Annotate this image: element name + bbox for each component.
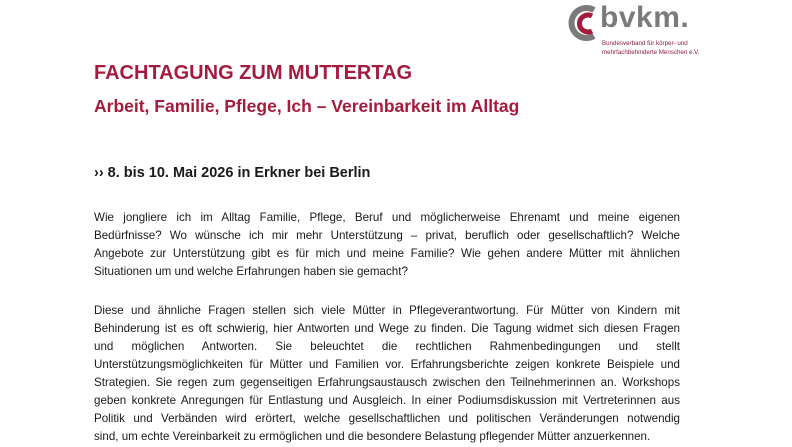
paragraph-line: Bedürfnisse? Wo wünsche ich mir mehr Unterstützung – privat, beruflich oder gesellschaftlich? Welche [94,229,680,242]
paragraph-line: Behinderung ist es oft schwierig, hier Antworten und Wege zu finden. Die Tagung widmet sich diesen Fragen [94,322,680,335]
paragraph-line: Situationen um und welche Erfahrungen haben sie gemacht? [94,265,408,278]
paragraph-line: sind, um echte Vereinbarkeit zu ermöglichen und die besondere Belastung pflegender Mütter anzuerkennen. [94,430,651,443]
paragraph-line: und möglichen Antworten. Sie beleuchtet die rechtlichen Rahmenbedingungen und stellt [94,340,680,353]
paragraph-line: geben konkrete Anregungen für Entlastung und Ausgleich. In einer Podiumsdiskussion mit Vertreterinnen aus [94,394,680,407]
page-subtitle: Arbeit, Familie, Pflege, Ich – Vereinbarkeit im Alltag [94,96,520,116]
logo-subtitle-line1: Bundesverband für körper- und [602,40,688,47]
paragraph-line: Angebote zur Unterstützung gibt es für mich und meine Familie? Wie gehen andere Mütter mit ähnlichen [94,247,680,260]
logo-subtitle-line2: mehrfachbehinderte Menschen e.V. [602,49,700,56]
paragraph-line: Strategien. Sie regen zum gegenseitigen Erfahrungsaustausch zwischen den Teilnehmerinnen an. Workshops [94,376,680,389]
paragraph-line: Politik und Verbänden wird erörtert, welche gesellschaftlichen und politischen Veränderungen notwendig [94,412,680,425]
bvkm-logo [566,1,726,62]
paragraph-line: Wie jongliere ich im Alltag Familie, Pflege, Beruf und möglicherweise Ehrenamt und meine eigenen [94,211,680,224]
intro-paragraph [94,209,680,281]
paragraph-line: Unterstützungsmöglichkeiten für Mütter und Familien vor. Erfahrungsberichte zeigen konkrete Beispiele und [94,358,680,371]
page-title: FACHTAGUNG ZUM MUTTERTAG [94,62,413,84]
paragraph-line: Diese und ähnliche Fragen stellen sich viele Mütter in Pflegeverantwortung. Für Mütter von Kindern mit [94,304,680,317]
logo-wordmark: bvkm. [600,1,690,34]
event-date: ›› 8. bis 10. Mai 2026 in Erkner bei Berlin [94,165,371,181]
description-paragraph [94,302,680,446]
